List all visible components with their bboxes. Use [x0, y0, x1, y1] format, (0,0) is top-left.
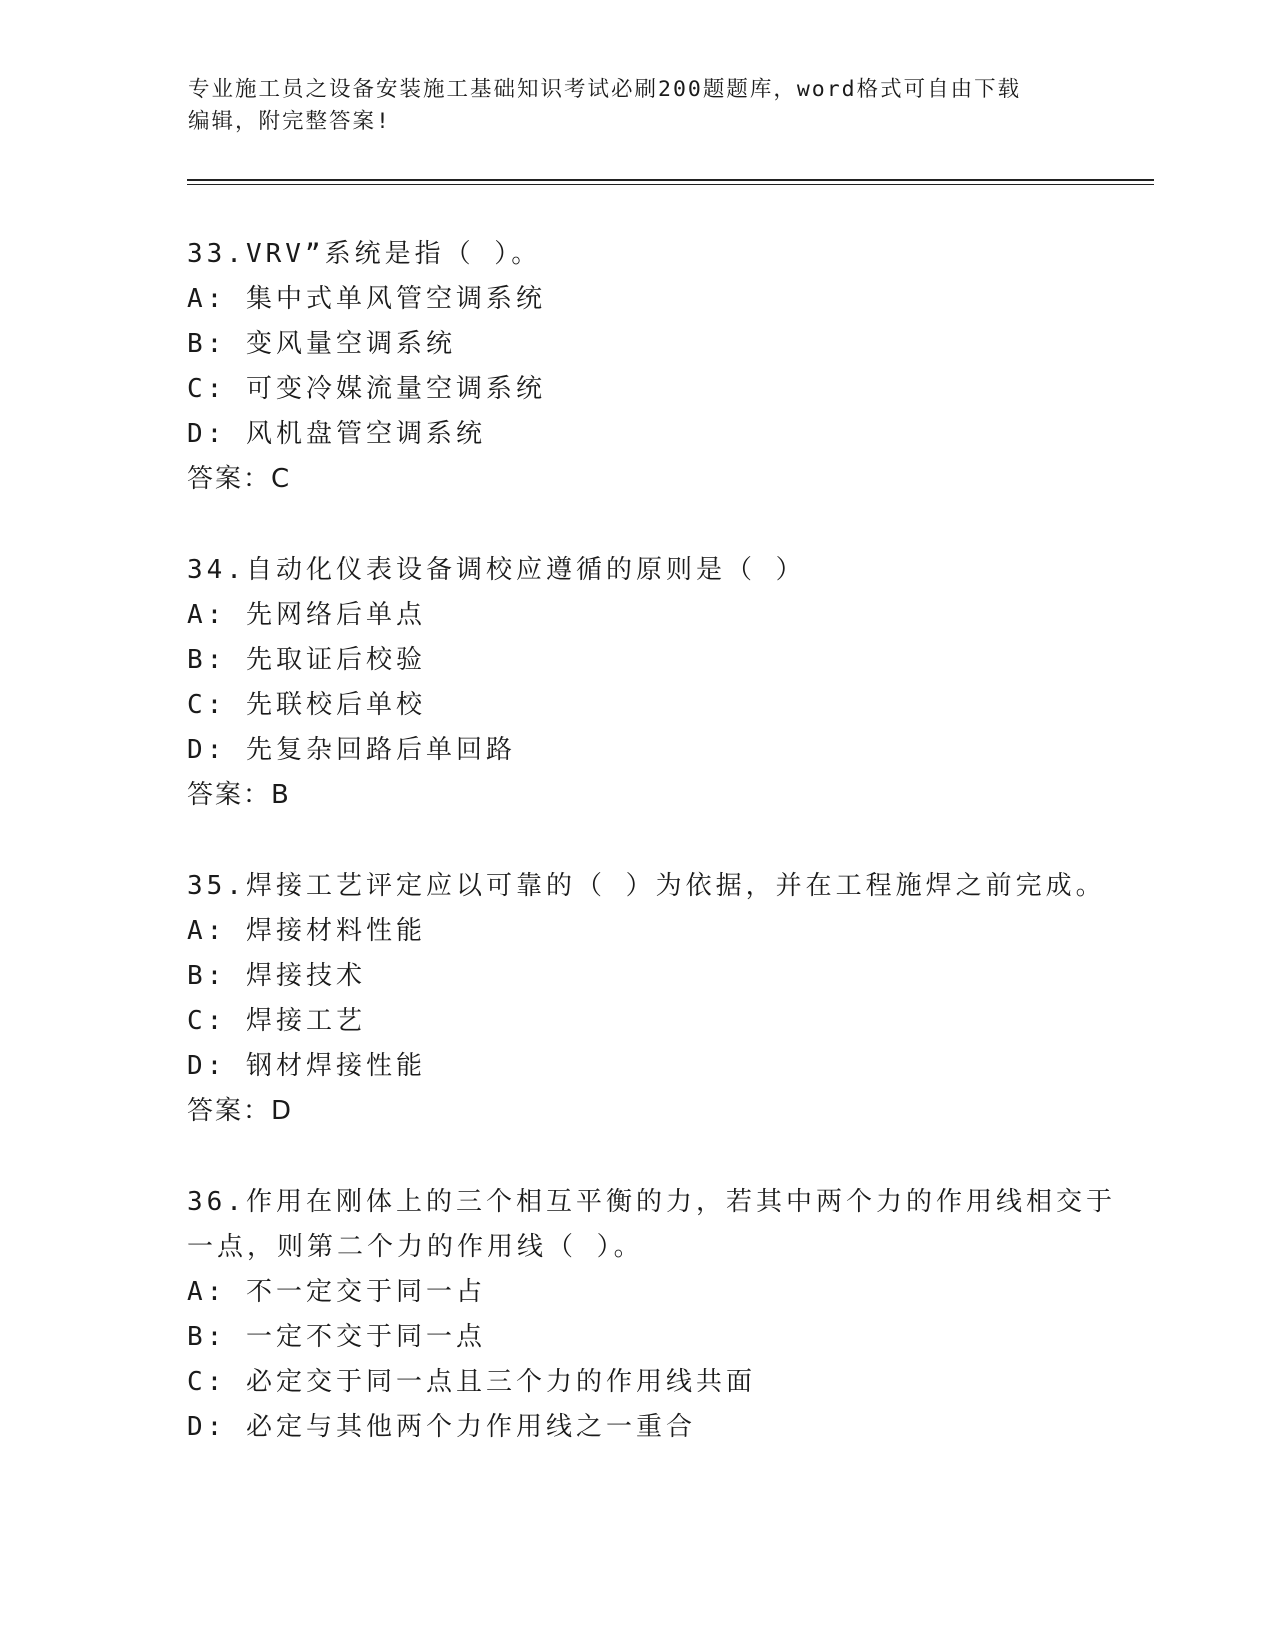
question-36-option-c: C: 必定交于同一点且三个力的作用线共面: [187, 1367, 756, 1397]
question-34-option-c: C: 先联校后单校: [187, 690, 426, 720]
question-35-option-a: A: 焊接材料性能: [187, 916, 426, 946]
document-header: [188, 74, 1088, 138]
question-36-stem-line-1: 36.作用在刚体上的三个相互平衡的力，若其中两个力的作用线相交于: [187, 1187, 1116, 1217]
question-34-option-d: D: 先复杂回路后单回路: [187, 735, 516, 765]
header-line-2: 编辑，附完整答案!: [188, 109, 391, 134]
question-34-stem: 34.自动化仪表设备调校应遵循的原则是（ ）: [187, 555, 806, 585]
question-33-option-c: C: 可变冷媒流量空调系统: [187, 374, 546, 404]
question-33-option-b: B: 变风量空调系统: [187, 329, 456, 359]
header-divider-thick: [187, 179, 1154, 181]
question-36-stem-line-2: 一点，则第二个力的作用线（ ）。: [187, 1232, 644, 1262]
question-36-option-b: B: 一定不交于同一点: [187, 1322, 486, 1352]
question-35-option-d: D: 钢材焊接性能: [187, 1051, 426, 1081]
question-35-option-b: B: 焊接技术: [187, 961, 366, 991]
question-34-option-b: B: 先取证后校验: [187, 645, 426, 675]
question-36-option-d: D: 必定与其他两个力作用线之一重合: [187, 1412, 696, 1442]
question-34-option-a: A: 先网络后单点: [187, 600, 426, 630]
header-line-1: 专业施工员之设备安装施工基础知识考试必刷200题题库，word格式可自由下载: [188, 77, 1022, 102]
question-33-option-a: A: 集中式单风管空调系统: [187, 284, 546, 314]
question-34-answer: 答案：B: [187, 780, 291, 810]
question-33-answer: 答案：C: [187, 464, 292, 494]
question-35-answer: 答案：D: [187, 1096, 294, 1126]
question-33-option-d: D: 风机盘管空调系统: [187, 419, 486, 449]
header-divider-thin: [187, 184, 1154, 185]
question-35-option-c: C: 焊接工艺: [187, 1006, 366, 1036]
question-33-stem: 33.VRV”系统是指（ ）。: [187, 239, 542, 269]
question-36-option-a: A: 不一定交于同一占: [187, 1277, 486, 1307]
question-35-stem: 35.焊接工艺评定应以可靠的（ ）为依据，并在工程施焊之前完成。: [187, 871, 1106, 901]
